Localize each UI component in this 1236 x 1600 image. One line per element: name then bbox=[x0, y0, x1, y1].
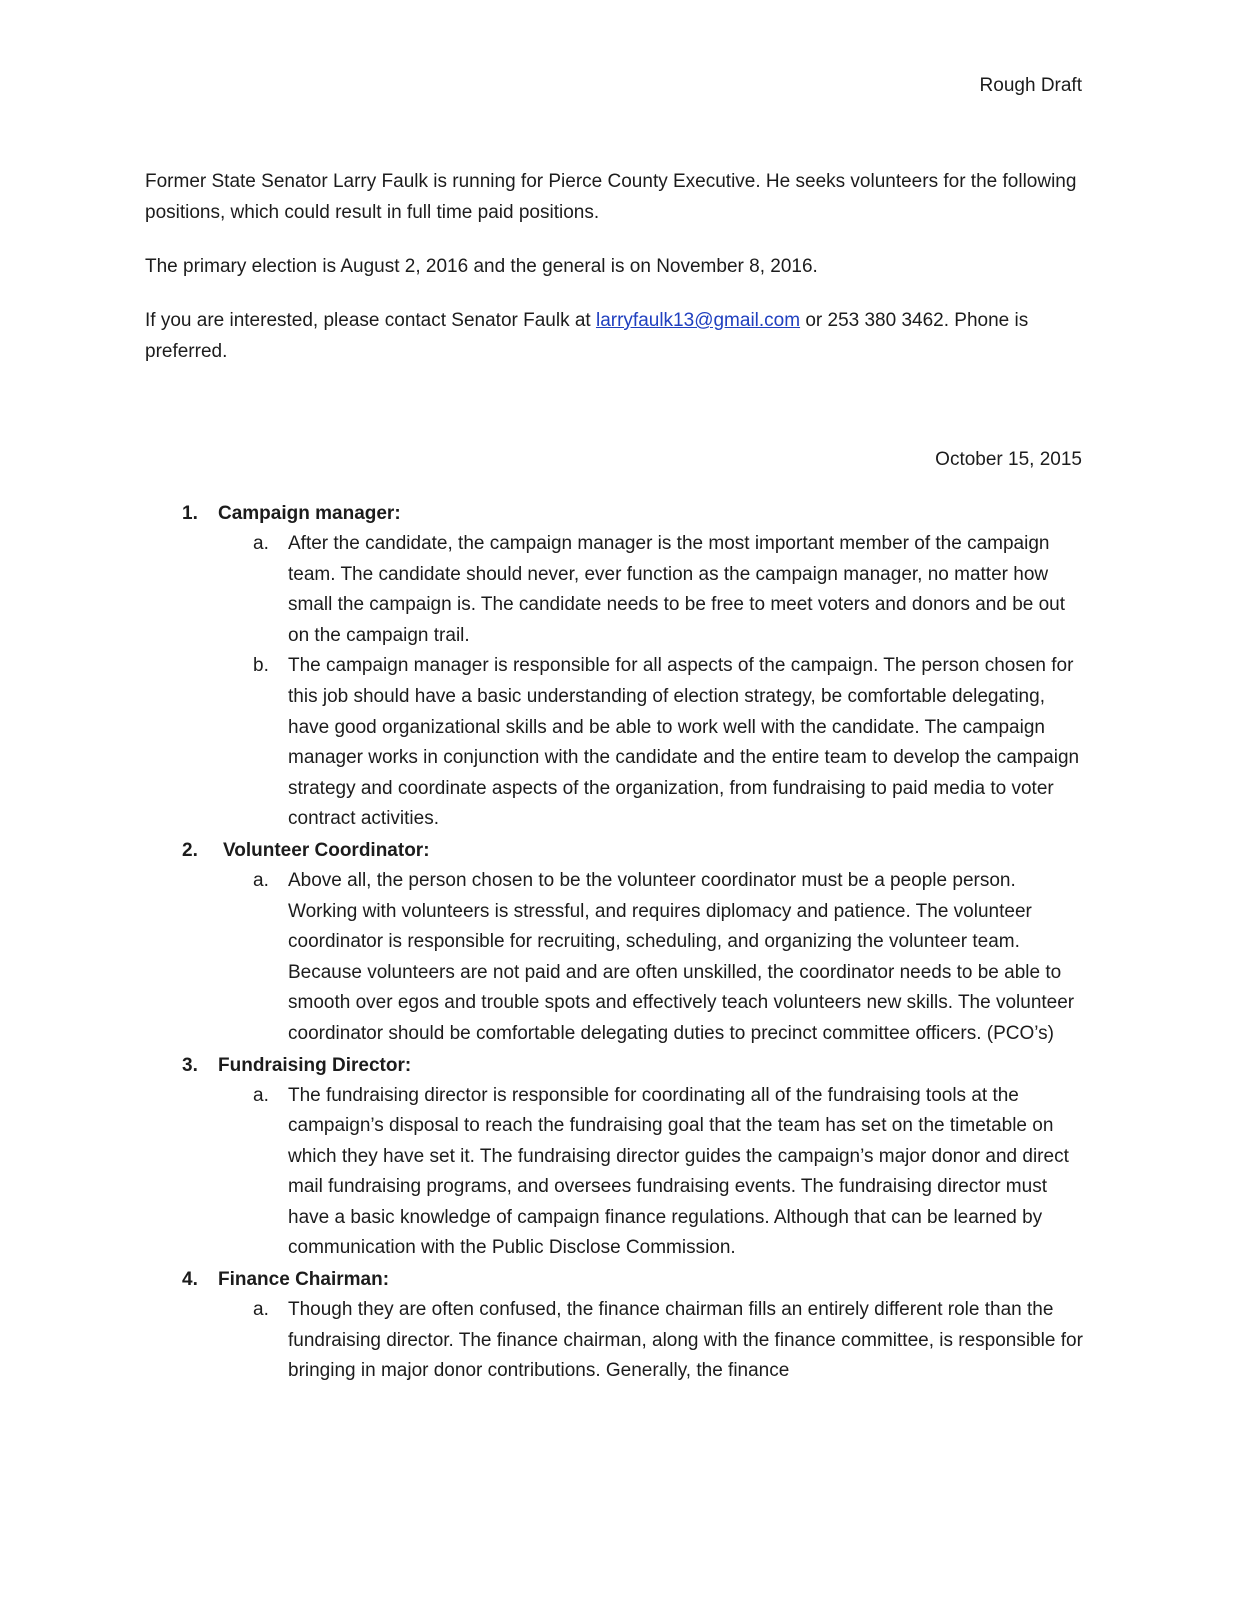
list-item bbox=[145, 651, 1085, 835]
position-campaign-manager bbox=[145, 498, 1085, 835]
item-text: After the candidate, the campaign manager is the most important member of the campaign team. The candidate should never, ever function as the campaign manager, no matter how small the campaign is. The candidate needs to be free to meet voters and donors and be out on the campaign trail. bbox=[288, 533, 1066, 646]
position-title-text: Volunteer Coordinator: bbox=[223, 839, 430, 861]
position-title bbox=[145, 1050, 1085, 1081]
contact-prefix: If you are interested, please contact Senator Faulk at bbox=[145, 310, 596, 331]
email-link[interactable]: larryfaulk13@gmail.com bbox=[595, 310, 801, 331]
position-number: 3. bbox=[182, 1054, 198, 1076]
intro-text-2: The primary election is August 2, 2016 and the general is on November 8, 2016. bbox=[145, 256, 818, 277]
intro-paragraph-1 bbox=[145, 166, 1082, 228]
list-item bbox=[145, 1295, 1085, 1387]
draft-label: Rough Draft bbox=[979, 75, 1082, 96]
item-text: Though they are often confused, the finance chairman fills an entirely different role than the fundraising director. The finance chairman, along with the finance committee, is responsible for bringing in major donor contributions. Generally, the finance bbox=[288, 1299, 1083, 1382]
intro-text-1: Former State Senator Larry Faulk is running for Pierce County Executive. He seeks volunteers for the following positions, which could result in full time paid positions. bbox=[145, 171, 1077, 223]
position-finance-chairman bbox=[145, 1264, 1085, 1387]
item-letter: a. bbox=[253, 869, 269, 891]
position-number: 2. bbox=[182, 839, 198, 861]
item-letter: a. bbox=[253, 1299, 269, 1321]
item-letter: b. bbox=[253, 655, 269, 677]
position-number: 1. bbox=[182, 503, 198, 524]
position-fundraising-director bbox=[145, 1050, 1085, 1265]
item-letter: a. bbox=[253, 1084, 269, 1106]
list-item bbox=[145, 866, 1085, 1050]
position-title-text: Fundraising Director: bbox=[218, 1054, 412, 1076]
position-title bbox=[145, 1264, 1085, 1295]
document-date: October 15, 2015 bbox=[935, 449, 1082, 470]
position-volunteer-coordinator bbox=[145, 835, 1085, 1050]
contact-text bbox=[145, 305, 1082, 367]
item-letter: a. bbox=[253, 533, 269, 554]
list-item bbox=[145, 1081, 1085, 1265]
contact-paragraph bbox=[145, 305, 1082, 367]
position-number: 4. bbox=[182, 1269, 198, 1291]
intro-paragraph-2 bbox=[145, 251, 1082, 282]
item-text: The fundraising director is responsible for coordinating all of the fundraising tools at the campaign’s disposal to reach the fundraising goal that the team has set on the timetable on which they have set it. The fundraising director guides the campaign’s major donor and direct mail fundraising programs, and oversees fundraising events. The fundraising director must have a basic knowledge of campaign finance regulations. Although that can be learned by communication with the Public Disclose Commission. bbox=[288, 1084, 1069, 1259]
position-title-text: Campaign manager: bbox=[218, 503, 401, 524]
item-text: The campaign manager is responsible for all aspects of the campaign. The person chosen for this job should have a basic understanding of election strategy, be comfortable delegating, have good organizational skills and be able to work well with the candidate. The campaign manager works in conjunction with the candidate and the entire team to develop the campaign strategy and coordinate aspects of the organization, from fundraising to paid media to voter contract activities. bbox=[288, 655, 1080, 830]
position-title bbox=[145, 835, 1085, 866]
positions-list bbox=[145, 498, 1085, 1387]
list-item bbox=[145, 529, 1085, 651]
item-text: Above all, the person chosen to be the volunteer coordinator must be a people person. Working with volunteers is stressful, and requires diplomacy and patience. The volunteer coordinator is responsible for recruiting, scheduling, and organizing the volunteer team. Because volunteers are not paid and are often unskilled, the coordinator needs to be able to smooth over egos and trouble spots and effectively teach volunteers new skills. The volunteer coordinator should be comfortable delegating duties to precinct committee officers. (PCO’s) bbox=[288, 869, 1075, 1044]
contact-suffix: or 253 380 3462. Phone is preferred. bbox=[145, 310, 1029, 362]
position-title-text: Finance Chairman: bbox=[218, 1269, 390, 1291]
position-title bbox=[145, 498, 1085, 529]
